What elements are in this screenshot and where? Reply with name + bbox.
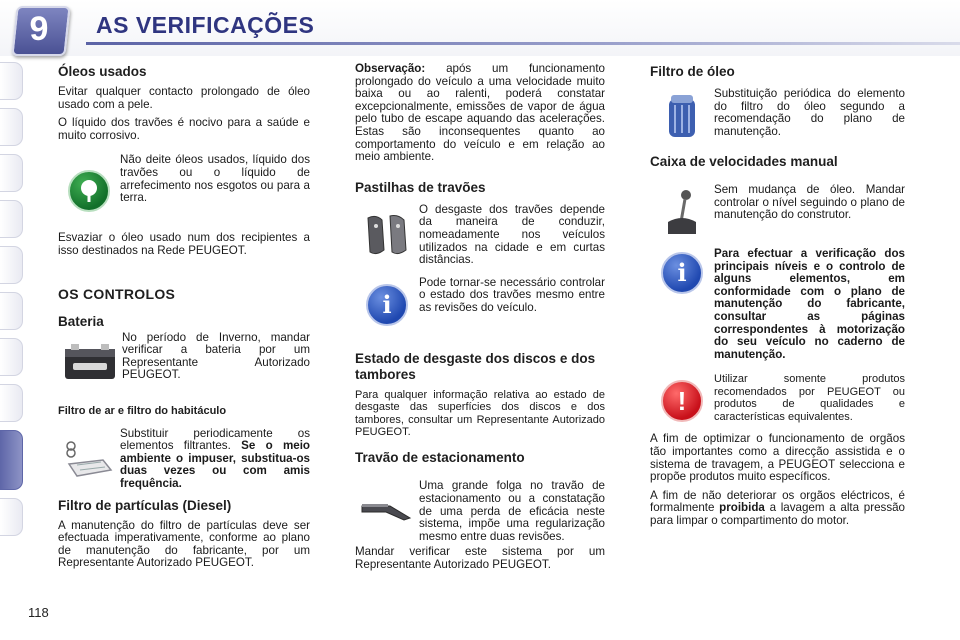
warning-paragraph-3 [650, 490, 905, 528]
section-title-bateria: Bateria [58, 313, 104, 329]
section-title-controlos: OS CONTROLOS [58, 285, 176, 302]
header-rule [86, 42, 960, 45]
column-left [58, 60, 310, 570]
page-number: 118 [28, 605, 49, 620]
pastilhas-info-paragraph: Pode tornar-se necessário controlar o estado dos travões mesmo entre as revisões do veículo. [419, 275, 605, 314]
eco-paragraph-2: Esvaziar o óleo usado num dos recipientes a isso destinados na Rede PEUGEOT. [58, 231, 310, 257]
warning-p3-before: A fim de não deteriorar os orgãos eléctricos, é formalmente [650, 488, 905, 515]
section-title-caixa: Caixa de velocidades manual [650, 154, 838, 169]
oleos-paragraph-2: O líquido dos travões é nocivo para a saúde e muito corrosivo. [58, 116, 310, 142]
eco-block [58, 154, 310, 228]
chapter-tab-active[interactable] [0, 430, 23, 490]
warning-block [650, 373, 905, 429]
chapter-tab[interactable] [0, 200, 23, 238]
column-right [650, 60, 905, 528]
bateria-paragraph: No período de Inverno, mandar verificar a bateria por um Representante Autorizado PEUGEOT. [122, 330, 310, 382]
chapter-tab[interactable] [0, 246, 23, 284]
info-icon: i [366, 284, 408, 326]
chapter-tab[interactable] [0, 498, 23, 536]
section-title-oleos: Óleos usados [58, 64, 147, 79]
section-title-desgaste: Estado de desgaste dos discos e dos tambores [355, 350, 596, 382]
chapter-tab[interactable] [0, 108, 23, 146]
desgaste-paragraph: Para qualquer informação relativa ao estado de desgaste das superfícies dos discos e dos tambores, consultar um Representante Autorizado PEUGEOT. [355, 388, 605, 438]
oleos-paragraph-1: Evitar qualquer contacto prolongado de óleo usado com a pele. [58, 85, 310, 111]
filtro-oleo-block [650, 88, 905, 144]
bateria-block [58, 332, 310, 390]
gear-lever-icon [664, 188, 700, 238]
section-title-particulas: Filtro de partículas (Diesel) [58, 497, 232, 513]
caixa-info-block [650, 248, 905, 361]
travao-paragraph: Uma grande folga no travão de estacionamento ou a constatação de uma perda de eficácia neste sistema, impõe uma regularização mesmo entre duas revisões. [419, 479, 605, 543]
warning-paragraph: Utilizar somente produtos recomendados por PEUGEOT ou produtos de qualidades e características equivalentes. [714, 373, 905, 423]
air-filter-icon [63, 440, 115, 482]
chapter-tab[interactable] [0, 384, 23, 422]
warning-paragraph-2: A fim de optimizar o funcionamento de orgãos tão importantes como a direcção assistida e o sistema de travagem, a PEUGEOT selecciona e propõe produtos muito específicos. [650, 432, 905, 484]
travao-block [355, 480, 605, 543]
section-title-filtro-oleo: Filtro de óleo [650, 64, 735, 79]
chapter-tab[interactable] [0, 154, 23, 192]
chapter-tabs [0, 62, 28, 544]
pastilhas-block [355, 204, 605, 267]
pastilhas-info-block [355, 277, 605, 333]
filtro-ar-paragraph [120, 428, 310, 491]
handbrake-icon [360, 488, 414, 522]
chapter-tab[interactable] [0, 338, 23, 376]
filtro-oleo-paragraph: Substituição periódica do elemento do filtro do óleo segundo a recomendação do plano de manutenção. [714, 87, 905, 138]
section-title-filtro-ar: Filtro de ar e filtro do habitáculo [58, 404, 227, 417]
caixa-info-paragraph: Para efectuar a verificação dos principais níveis e o controlo de alguns elementos, em conformidade com o plano de manutenção do fabricante, consultar as páginas correspondentes à motorização do seu veículo no caderno de manutenção. [714, 247, 905, 361]
travao-paragraph-2: Mandar verificar este sistema por um Representante Autorizado PEUGEOT. [355, 545, 605, 571]
observacao-text: após um funcionamento prolongado do veículo a uma velocidade muito baixa ou ao ralenti, poderá constatar excepcionalmente, emissões de vapor de água pelo tubo de escape aquando das acelerações. Estas são inconsequentes quanto ao comportamento do veículo e em relação ao meio ambiente. [355, 62, 605, 164]
filtro-ar-bold-text: Se o meio ambiente o impuser, substitua-os duas vezes ou com amis frequência. [120, 439, 310, 490]
caixa-paragraph: Sem mudança de óleo. Mandar controlar o nível seguindo o plano de manutenção do construtor. [714, 183, 905, 222]
column-middle [355, 60, 605, 572]
warning-p3-bold: proibida [719, 501, 765, 515]
observacao-paragraph [355, 63, 605, 164]
section-title-pastilhas: Pastilhas de travões [355, 179, 486, 195]
info-icon: i [661, 252, 703, 294]
chapter-number: 9 [29, 10, 49, 48]
pastilhas-paragraph: O desgaste dos travões depende da maneira de conduzir, nomeadamente nos veículos utilizados na cidade e em curtas distâncias. [419, 202, 605, 267]
eco-tree-icon [68, 170, 110, 212]
filtro-ar-text: Substituir periodicamente os elementos filtrantes. [120, 426, 310, 453]
filtro-ar-block [58, 428, 310, 494]
oil-filter-icon [665, 93, 699, 139]
observacao-label: Observação: [355, 62, 426, 75]
brake-pads-icon [362, 210, 412, 260]
chapter-tab[interactable] [0, 62, 23, 100]
warning-p3-after: a lavagem a alta pressão para limpar o compartimento do motor. [650, 501, 906, 527]
section-title-travao: Travão de estacionamento [355, 450, 525, 466]
particulas-paragraph: A manutenção do filtro de partículas deve ser efectuada imperativamente, conforme ao plano de manutenção do fabricante, por um Representante Autorizado PEUGEOT. [58, 518, 310, 570]
eco-paragraph: Não deite óleos usados, líquido dos travões ou o líquido de arrefecimento nos esgotos ou para a terra. [120, 153, 310, 205]
page-title: AS VERIFICAÇÕES [96, 12, 315, 38]
caixa-block [650, 184, 905, 242]
battery-icon [63, 341, 117, 381]
warning-icon: ! [661, 380, 703, 422]
chapter-tab[interactable] [0, 292, 23, 330]
